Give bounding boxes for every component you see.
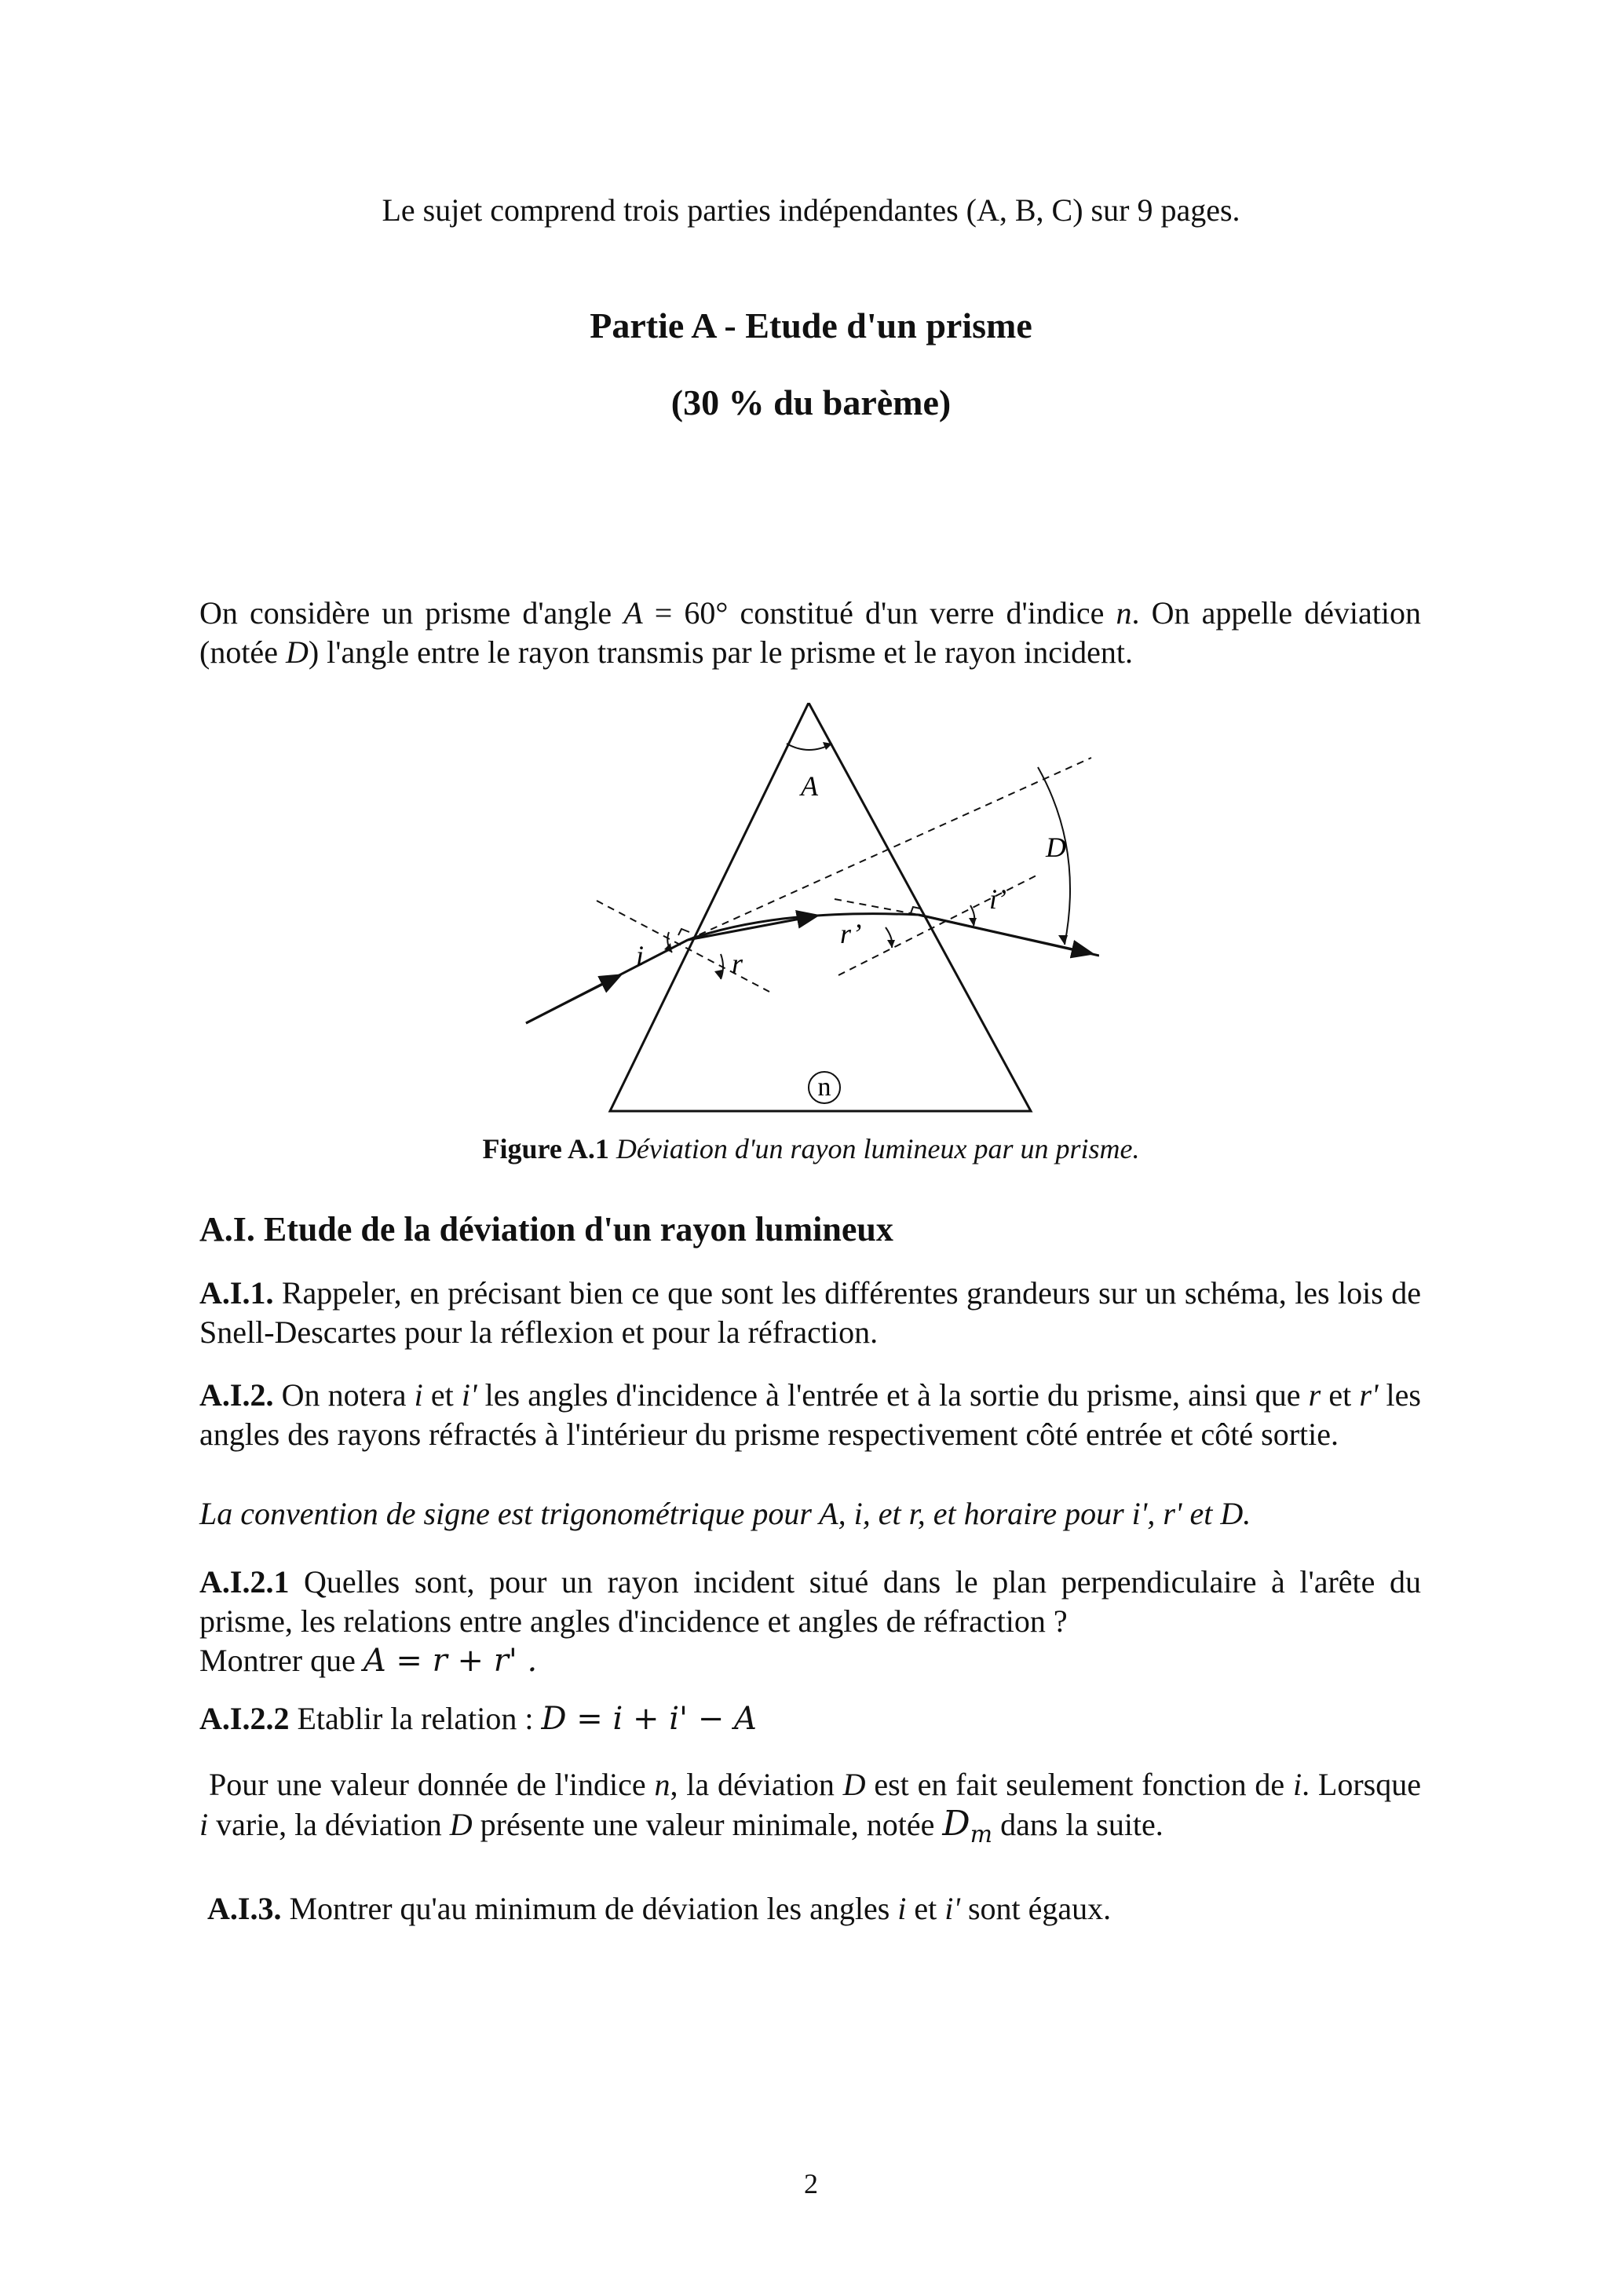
question-A-I-3: A.I.3. Montrer qu'au minimum de déviation les angles i et i' sont égaux. bbox=[207, 1891, 1112, 1926]
part-title: Partie A - Etude d'un prisme bbox=[590, 305, 1032, 345]
label-index-n: n bbox=[817, 1073, 831, 1102]
prism-triangle bbox=[610, 703, 1031, 1111]
sign-convention: La convention de signe est trigonométrique pour A, i, et r, et horaire pour i', r' et D. bbox=[199, 1496, 1251, 1531]
question-A-I-2-1: A.I.2.1 Quelles sont, pour un rayon incident situé dans le plan perpendiculaire à l'arête du prisme, les relations entre angles d'incidence et angles de réfraction ? Montrer que A = r + r' . bbox=[199, 1564, 1421, 1679]
light-ray bbox=[526, 914, 1099, 1023]
intro-paragraph: On considère un prisme d'angle A = 60° constitué d'un verre d'indice n. On appelle déviation (notée D) l'angle entre le rayon transmis par le prisme et le rayon incident. bbox=[199, 595, 1421, 670]
label-angle-i: i bbox=[636, 940, 645, 971]
deviation-paragraph: Pour une valeur donnée de l'indice n, la déviation D est en fait seulement fonction de i. Lorsque i varie, la déviation D présente une valeur minimale, notée $D_m$ dans la suite. bbox=[199, 1767, 1422, 1848]
label-angle-A: A bbox=[801, 770, 818, 802]
arc-arrowheads bbox=[664, 742, 1068, 979]
prism-figure bbox=[502, 703, 1099, 1127]
label-angle-r: r bbox=[732, 948, 743, 979]
label-angle-r-prime: r’ bbox=[840, 918, 862, 949]
equation-A: A = r + r' . bbox=[363, 1643, 538, 1679]
label-angle-i-prime: i’ bbox=[989, 883, 1006, 915]
question-A-I-2: A.I.2. On notera i et i' les angles d'incidence à l'entrée et à la sortie du prisme, ainsi que r et r' les angles des rayons réfractés à l'intérieur du prisme respectivement côté entrée et côté sortie. bbox=[199, 1377, 1421, 1452]
label-deviation-D: D bbox=[1046, 832, 1066, 863]
intro-text: Le sujet comprend trois parties indépendantes (A, B, C) sur 9 pages. bbox=[382, 192, 1240, 228]
equation-D: D = i + i' − A bbox=[541, 1701, 757, 1737]
section-heading: A.I. Etude de la déviation d'un rayon lumineux bbox=[199, 1210, 893, 1249]
question-A-I-1: A.I.1. Rappeler, en précisant bien ce que sont les différentes grandeurs sur un schéma, les lois de Snell-Descartes pour la réflexion et pour la réfraction. bbox=[199, 1275, 1421, 1350]
figure-caption: Figure A.1 Déviation d'un rayon lumineux par un prisme. bbox=[482, 1133, 1140, 1164]
page-number: 2 bbox=[804, 2168, 818, 2199]
question-A-I-2-2: A.I.2.2 Etablir la relation : D = i + i' − A bbox=[199, 1701, 757, 1737]
part-weight: (30 % du barème) bbox=[670, 382, 952, 422]
construction-lines bbox=[597, 758, 1091, 992]
angle-arcs bbox=[667, 744, 1070, 979]
